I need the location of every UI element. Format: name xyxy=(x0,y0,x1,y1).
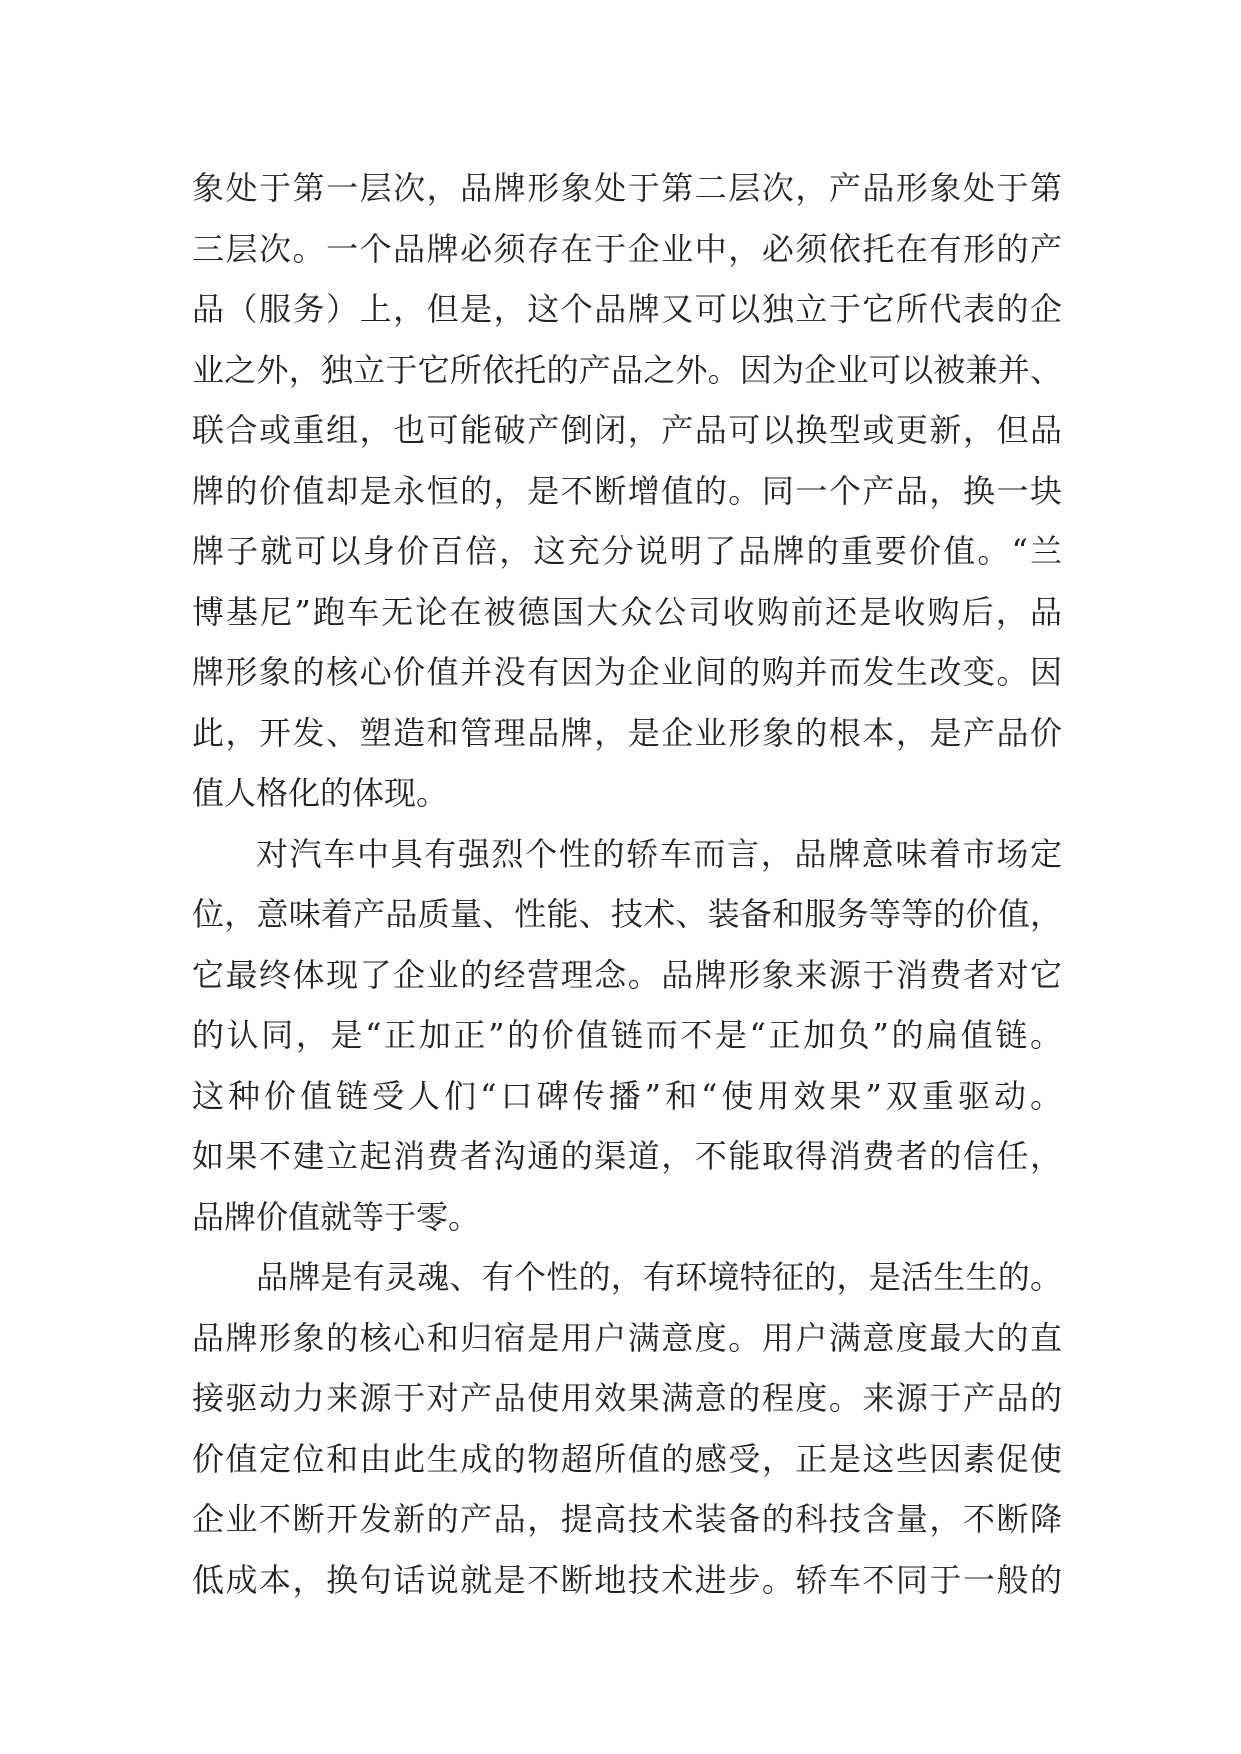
text-line: 位，意味着产品质量、性能、技术、装备和服务等等的价值， xyxy=(192,895,1062,933)
text-line: 牌子就可以身价百倍，这充分说明了品牌的重要价值。“兰 xyxy=(192,532,1062,570)
text-line: 对汽车中具有强烈个性的轿车而言，品牌意味着市场定 xyxy=(256,834,1062,873)
text-line: 品牌是有灵魂、有个性的，有环境特征的，是活生生的。 xyxy=(256,1258,1062,1296)
text-line: 博基尼”跑车无论在被德国大众公司收购前还是收购后，品 xyxy=(192,592,1062,631)
paragraph-1 xyxy=(192,158,1062,824)
text-line: 品牌价值就等于零。 xyxy=(192,1197,481,1236)
text-line: 三层次。一个品牌必须存在于企业中，必须依托在有形的产 xyxy=(192,229,1062,268)
text-line: 这种价值链受人们“口碑传播”和“使用效果”双重驱动。 xyxy=(192,1076,1062,1115)
text-line: 价值定位和由此生成的物超所值的感受，正是这些因素促使 xyxy=(192,1439,1062,1478)
text-line: 如果不建立起消费者沟通的渠道，不能取得消费者的信任， xyxy=(192,1137,1062,1175)
body-text xyxy=(192,158,1062,1610)
text-line: 接驱动力来源于对产品使用效果满意的程度。来源于产品的 xyxy=(192,1379,1062,1417)
text-line: 企业不断开发新的产品，提高技术装备的科技含量，不断降 xyxy=(192,1500,1062,1538)
text-line: 此，开发、塑造和管理品牌，是企业形象的根本，是产品价 xyxy=(192,713,1062,752)
paragraph-3 xyxy=(192,1247,1062,1610)
text-line: 的认同，是“正加正”的价值链而不是“正加负”的扁值链。 xyxy=(192,1016,1062,1054)
text-line: 牌的价值却是永恒的，是不断增值的。同一个产品，换一块 xyxy=(192,471,1062,510)
text-line: 低成本，换句话说就是不断地技术进步。轿车不同于一般的 xyxy=(192,1560,1062,1599)
text-line: 值人格化的体现。 xyxy=(192,774,449,812)
text-line: 联合或重组，也可能破产倒闭，产品可以换型或更新，但品 xyxy=(192,411,1062,449)
paragraph-2 xyxy=(192,824,1062,1248)
text-line: 品牌形象的核心和归宿是用户满意度。用户满意度最大的直 xyxy=(192,1318,1062,1357)
text-line: 象处于第一层次，品牌形象处于第二层次，产品形象处于第 xyxy=(192,169,1062,207)
text-line: 品（服务）上，但是，这个品牌又可以独立于它所代表的企 xyxy=(192,290,1062,328)
text-line: 业之外，独立于它所依托的产品之外。因为企业可以被兼并、 xyxy=(192,350,1062,389)
text-line: 牌形象的核心价值并没有因为企业间的购并而发生改变。因 xyxy=(192,653,1062,691)
text-line: 它最终体现了企业的经营理念。品牌形象来源于消费者对它 xyxy=(192,955,1062,994)
